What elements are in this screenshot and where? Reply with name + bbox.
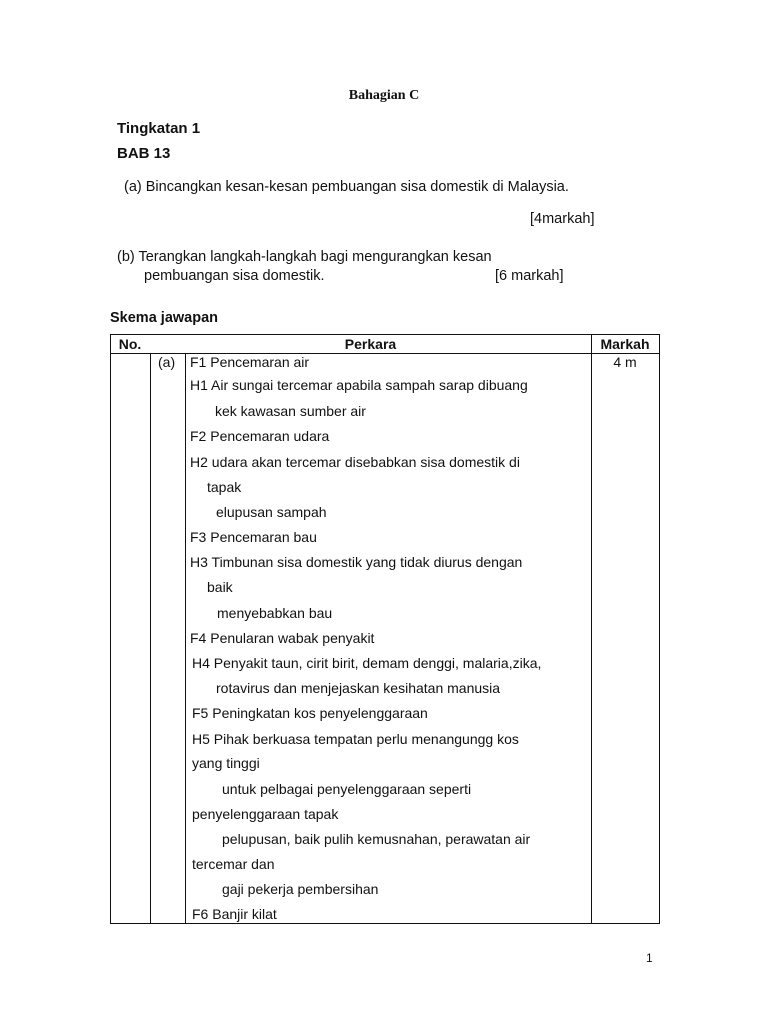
answer-line: F4 Penularan wabak penyakit: [190, 630, 375, 646]
answer-line: H2 udara akan tercemar disebabkan sisa domestik di: [190, 454, 520, 470]
question-b-line1: (b) Terangkan langkah-langkah bagi mengurangkan kesan: [117, 249, 492, 265]
answer-line: H1 Air sungai tercemar apabila sampah sarap dibuang: [190, 377, 528, 393]
table-col-divider-3: [591, 334, 592, 924]
answer-line: pelupusan, baik pulih kemusnahan, perawatan air: [222, 831, 531, 847]
chapter-label: BAB 13: [117, 145, 171, 162]
section-title: Bahagian C: [348, 88, 420, 103]
answer-line: rotavirus dan menjejaskan kesihatan manusia: [216, 680, 501, 696]
scheme-title: Skema jawapan: [110, 310, 218, 326]
table-border-bottom: [110, 923, 660, 924]
answer-line: gaji pekerja pembersihan: [222, 881, 379, 897]
answer-line: untuk pelbagai penyelenggaraan seperti: [222, 781, 472, 797]
header-perkara: Perkara: [344, 336, 397, 352]
header-markah: Markah: [600, 336, 650, 352]
answer-line: baik: [207, 579, 233, 595]
header-no: No.: [118, 336, 142, 352]
answer-line: yang tinggi: [192, 755, 260, 771]
page-number: 1: [646, 951, 653, 965]
answer-line: elupusan sampah: [216, 504, 327, 520]
part-marks: 4 m: [613, 354, 637, 370]
form-level: Tingkatan 1: [117, 120, 201, 137]
question-a-text: (a) Bincangkan kesan-kesan pembuangan sisa domestik di Malaysia.: [124, 179, 569, 195]
answer-line: H4 Penyakit taun, cirit birit, demam denggi, malaria,zika,: [192, 655, 542, 671]
table-col-divider-2: [185, 353, 186, 924]
answer-line: penyelenggaraan tapak: [192, 806, 339, 822]
answer-line: F2 Pencemaran udara: [190, 428, 330, 444]
part-label: (a): [158, 354, 176, 370]
question-b-line2: pembuangan sisa domestik.: [144, 268, 325, 284]
answer-scheme-table: [110, 334, 660, 924]
answer-line: H3 Timbunan sisa domestik yang tidak diurus dengan: [190, 554, 523, 570]
answer-line: tercemar dan: [192, 856, 275, 872]
table-col-divider-1: [150, 353, 151, 924]
answer-line: F5 Peningkatan kos penyelenggaraan: [192, 705, 428, 721]
answer-line: F6 Banjir kilat: [192, 906, 277, 922]
answer-line: menyebabkan bau: [217, 605, 333, 621]
table-border-left: [110, 334, 111, 924]
answer-line: F1 Pencemaran air: [190, 354, 310, 370]
answer-line: F3 Pencemaran bau: [190, 529, 317, 545]
answer-line: tapak: [207, 479, 242, 495]
question-a-marks: [4markah]: [530, 211, 595, 227]
table-border-right: [659, 334, 660, 924]
answer-line: H5 Pihak berkuasa tempatan perlu menangungg kos: [192, 731, 519, 747]
answer-line: kek kawasan sumber air: [215, 403, 366, 419]
question-b-marks: [6 markah]: [495, 268, 564, 284]
